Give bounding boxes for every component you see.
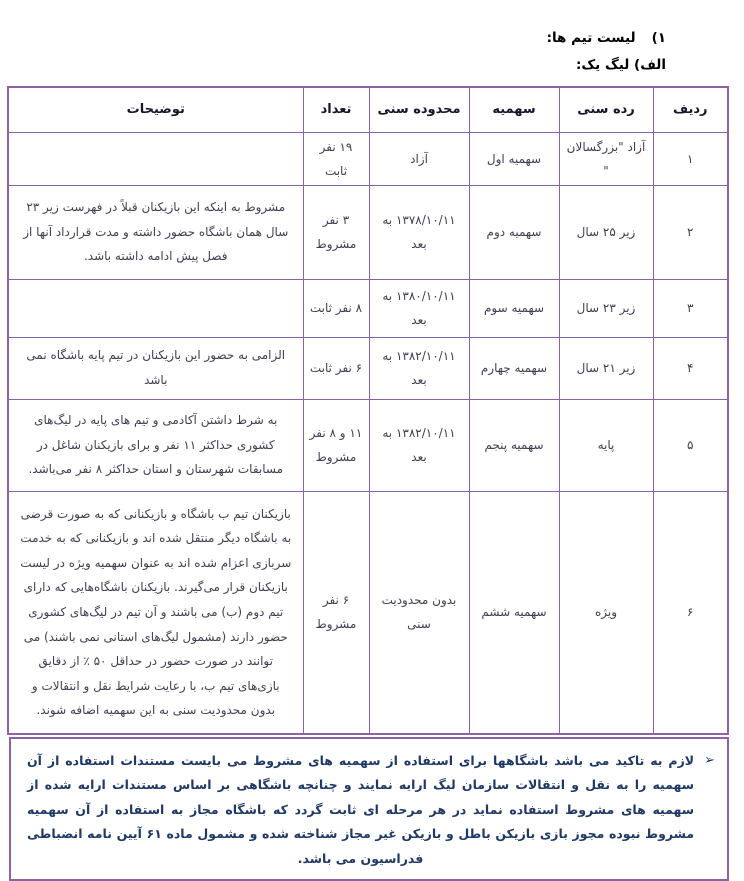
cell-quota: سهمیه چهارم — [469, 337, 559, 399]
cell-count: ۱۹ نفر ثابت — [303, 132, 369, 185]
cell-row-number: ۵ — [653, 399, 728, 491]
title-text: لیست تیم ها: — [546, 30, 636, 46]
cell-age-group: زیر ۲۱ سال — [559, 337, 653, 399]
cell-count: ۶ نفر ثابت — [303, 337, 369, 399]
cell-notes: الزامی به حضور این بازیکنان در تیم پایه باشگاه نمی باشد — [8, 337, 303, 399]
table-row — [8, 185, 728, 279]
cell-notes: بازیکنان تیم ب باشگاه و بازیکنانی که به صورت قرضی به باشگاه دیگر منتقل شده اند و بازیکنانی که به خدمت سربازی اعزام شده اند به عنوان سهمیه ویژه در لیست بازیکنان قرار می‌گیرند. بازیکنان باشگاه‌هایی که دارای تیم دوم (ب) می باشند و آن تیم در لیگ‌های کشوری حضور دارند (مشمول لیگ‌های استانی نمی باشند) می توانند در صورت حضور در حداقل ۵۰ ٪ از دقایق بازی‌های تیم ب، با رعایت شرایط نقل و انتقالات و بدون محدودیت سنی به این سهمیه اضافه شوند. — [8, 491, 303, 734]
cell-notes — [8, 132, 303, 185]
page-subtitle: الف) لیگ یک: — [575, 57, 666, 73]
cell-age-group: پایه — [559, 399, 653, 491]
cell-age-group: ویژه — [559, 491, 653, 734]
footer-note-box — [9, 737, 729, 881]
header-row-number: ردیف — [653, 87, 728, 132]
header-age-group: رده سنی — [559, 87, 653, 132]
cell-quota: سهمیه سوم — [469, 279, 559, 337]
cell-count: ۳ نفر مشروط — [303, 185, 369, 279]
header-age-range: محدوده سنی — [369, 87, 469, 132]
arrow-bullet-icon: ➢ — [704, 753, 715, 768]
page-title — [0, 30, 666, 46]
table-header-row — [8, 87, 728, 132]
table-row — [8, 132, 728, 185]
cell-notes: مشروط به اینکه این بازیکنان قبلاً در فهرست زیر ۲۳ سال همان باشگاه حضور داشته و مدت قرارداد آنها از فصل پیش ادامه داشته باشد. — [8, 185, 303, 279]
table-row — [8, 337, 728, 399]
header-quota: سهمیه — [469, 87, 559, 132]
cell-age-range: آزاد — [369, 132, 469, 185]
cell-row-number: ۶ — [653, 491, 728, 734]
cell-quota: سهمیه دوم — [469, 185, 559, 279]
cell-row-number: ۱ — [653, 132, 728, 185]
cell-notes: به شرط داشتن آکادمی و تیم های پایه در لیگ‌های کشوری حداکثر ۱۱ نفر و برای بازیکنان شاغل در مسابقات شهرستان و استان حداکثر ۸ نفر می‌باشد. — [8, 399, 303, 491]
cell-count: ۸ نفر ثابت — [303, 279, 369, 337]
cell-row-number: ۴ — [653, 337, 728, 399]
header-notes: توضیحات — [8, 87, 303, 132]
cell-age-group: زیر ۲۳ سال — [559, 279, 653, 337]
cell-age-range: بدون محدودیت سنی — [369, 491, 469, 734]
cell-notes — [8, 279, 303, 337]
cell-quota: سهمیه پنجم — [469, 399, 559, 491]
table-row — [8, 399, 728, 491]
title-number: ۱) — [651, 30, 666, 46]
cell-quota: سهمیه اول — [469, 132, 559, 185]
header-count: تعداد — [303, 87, 369, 132]
title-block — [0, 0, 744, 73]
footer-note-text: لازم به تاکید می باشد باشگاهها برای استفاده از سهمیه های مشروط می بایست مستندات استفاده از آن سهمیه را به نقل و انتقالات سازمان لیگ ارایه نمایند و چنانچه باشگاهی بر اساس مستندات ارایه شده از سهمیه های مشروط استفاده نماید در هر مرحله ای ثابت گردد که باشگاه مجاز به استفاده از آن سهمیه مشروط نبوده مجوز بازی بازیکن باطل و بازیکن غیر مجاز شناخته شده و مشمول ماده ۶۱ آیین نامه انضباطی فدراسیون می باشد. — [27, 753, 695, 866]
cell-row-number: ۳ — [653, 279, 728, 337]
cell-quota: سهمیه ششم — [469, 491, 559, 734]
cell-age-range: ۱۳۸۰/۱۰/۱۱ به بعد — [369, 279, 469, 337]
cell-age-group: آزاد "بزرگسالان " — [559, 132, 653, 185]
cell-age-group: زیر ۲۵ سال — [559, 185, 653, 279]
cell-row-number: ۲ — [653, 185, 728, 279]
cell-count: ۶ نفر مشروط — [303, 491, 369, 734]
cell-age-range: ۱۳۸۲/۱۰/۱۱ به بعد — [369, 337, 469, 399]
cell-age-range: ۱۳۷۸/۱۰/۱۱ به بعد — [369, 185, 469, 279]
cell-age-range: ۱۳۸۲/۱۰/۱۱ به بعد — [369, 399, 469, 491]
table-row — [8, 279, 728, 337]
cell-count: ۱۱ و ۸ نفر مشروط — [303, 399, 369, 491]
table-row — [8, 491, 728, 734]
teams-quota-table — [7, 86, 729, 735]
